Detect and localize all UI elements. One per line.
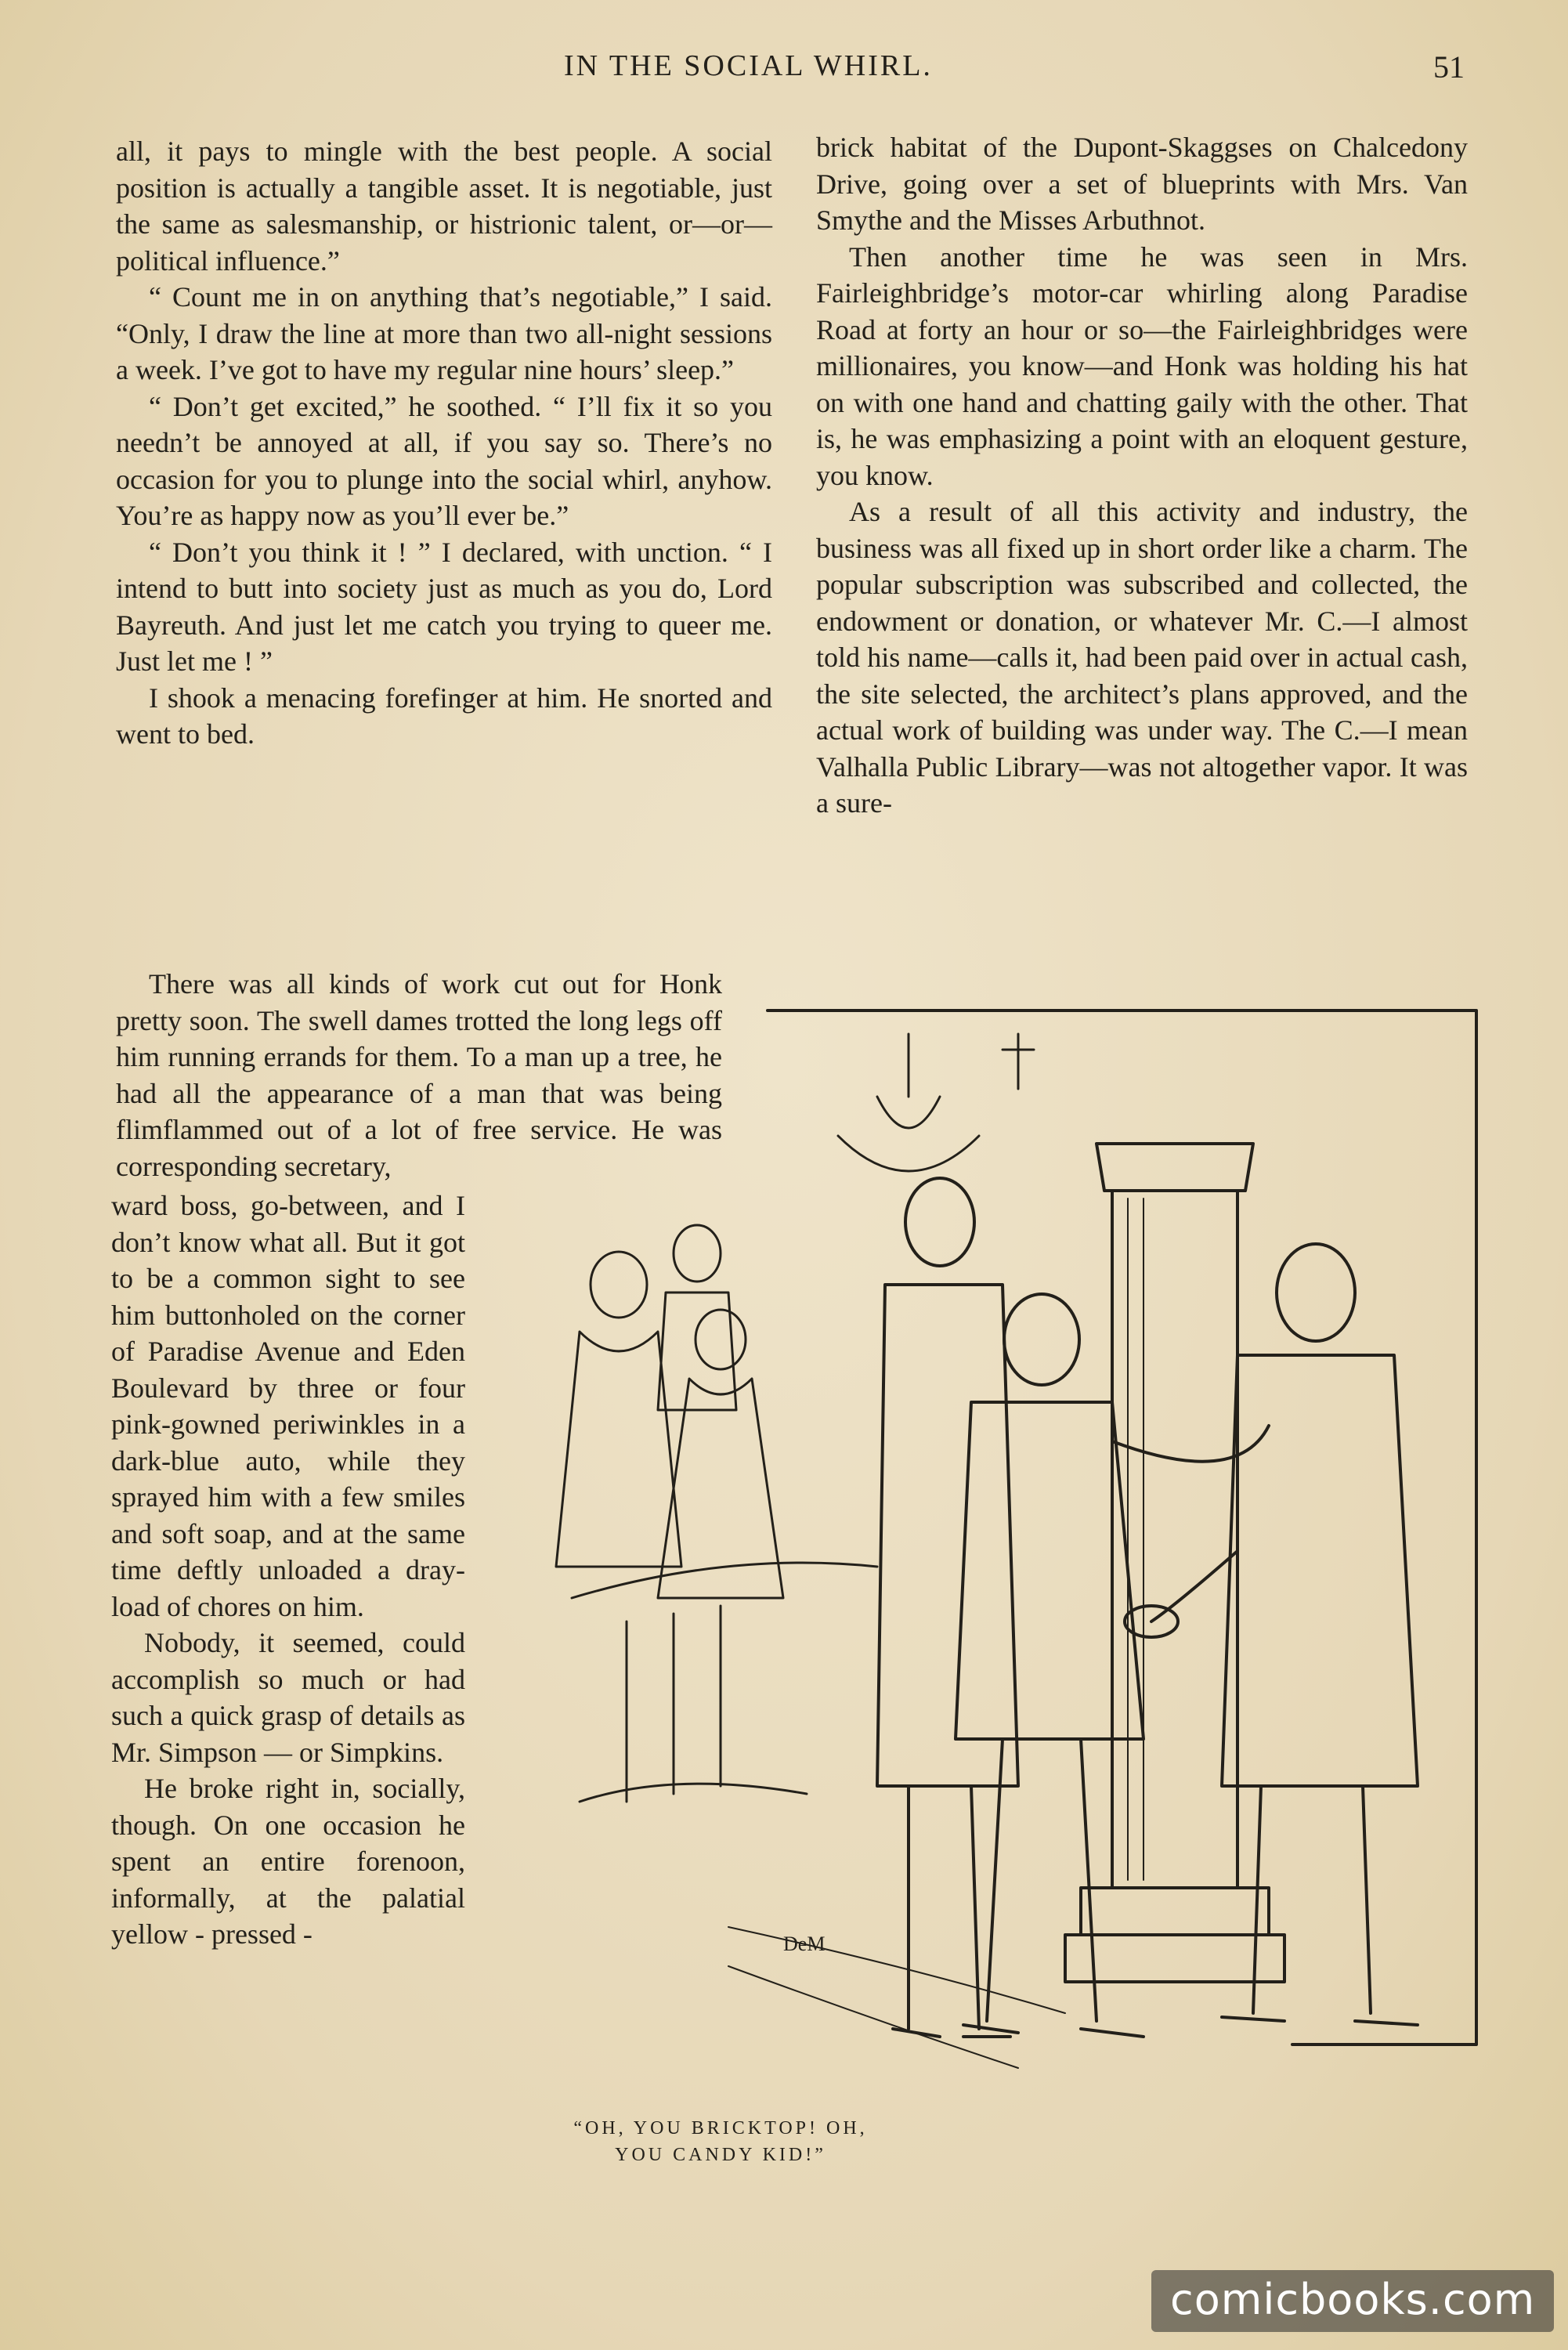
page-header	[0, 49, 1568, 96]
paragraph: “ Count me in on anything that’s negotiable,” I said. “Only, I draw the line at more than two all-night sessions a week. I’ve got to have my regular nine hours’ sleep.”	[116, 281, 772, 385]
running-head: IN THE SOCIAL WHIRL.	[564, 49, 933, 82]
page-number: 51	[1433, 49, 1465, 85]
caption-line: “OH, YOU BRICKTOP! OH,	[573, 2118, 868, 2138]
left-column-narrow	[111, 1188, 465, 1953]
chandelier-drawing	[838, 1034, 1034, 1171]
illustration	[470, 1003, 1480, 2092]
caption-line: YOU CANDY KID!”	[615, 2145, 826, 2165]
left-column-top	[116, 133, 772, 753]
paragraph: ward boss, go-between, and I don’t know what all. But it got to be a common sight to see him buttonholed on the corner of Paradise Avenue and Eden Boulevard by three or four pink-gowned periwinkles in a dark-blue auto, while they sprayed him with a few smiles and soft soap, and at the same time deftly unloaded a dray-load of chores on him.	[111, 1190, 465, 1622]
watermark-logo: comicbooks.com	[1151, 2270, 1554, 2332]
illustration-caption	[501, 2115, 940, 2168]
pillar-drawing	[1065, 1144, 1284, 1982]
paragraph: all, it pays to mingle with the best people. A social position is actually a tangible asset. It is negotiable, just the same as salesmanship, or histrionic talent, or—or—political influence.”	[116, 136, 772, 277]
paragraph: There was all kinds of work cut out for Honk pretty soon. The swell dames trotted the long legs off him running errands for them. To a man up a tree, he had all the appearance of a man that was being flimflammed out of a lot of free service. He was corresponding secretary,	[116, 968, 722, 1182]
paragraph: Then another time he was seen in Mrs. Fairleighbridge’s motor-car whirling along Paradise Road at forty an hour or so—the Fairleighbridges were millionaires, you know—and Honk was holding his hat on with one hand and chatting gaily with the other. That is, he was emphasizing a point with an eloquent gesture, you know.	[816, 240, 1468, 491]
artist-signature: DeM	[783, 1932, 826, 1955]
right-man-figure	[1151, 1244, 1418, 2025]
right-column	[816, 129, 1468, 822]
background-figures	[556, 1225, 783, 1598]
tall-man-figure	[877, 1178, 1018, 2037]
paragraph: He broke right in, socially, though. On one occasion he spent an entire forenoon, informally, at the palatial yellow - pressed -	[111, 1773, 465, 1950]
paragraph: “ Don’t you think it ! ” I declared, with unction. “ I intend to butt into society just as much as you do, Lord Bayreuth. And just let me catch you trying to queer me. Just let me ! ”	[116, 536, 772, 677]
paragraph: “ Don’t get excited,” he soothed. “ I’ll fix it so you needn’t be annoyed at all, if you say so. There’s no occasion for you to plunge into the social whirl, anyhow. You’re as happy now as you’ll ever be.”	[116, 390, 772, 531]
paragraph: I shook a menacing forefinger at him. He snorted and went to bed.	[116, 682, 772, 750]
paragraph: As a result of all this activity and industry, the business was all fixed up in short order like a charm. The popular subscription was subscribed and collected, the endowment or donation, or whatever Mr. C.—I almost told his name—calls it, had been paid over in actual cash, the site selected, the architect’s plans approved, and the actual work of building was under way. The C.—I mean Valhalla Public Library—was not altogether vapor. It was a sure-	[816, 496, 1468, 819]
floor-drawing	[728, 1927, 1065, 2068]
paragraph: brick habitat of the Dupont-Skaggses on Chalcedony Drive, going over a set of blueprints with Mrs. Van Smythe and the Misses Arbuthnot.	[816, 132, 1468, 236]
paragraph: Nobody, it seemed, could accomplish so much or had such a quick grasp of details as Mr. Simpson — or Simpkins.	[111, 1627, 465, 1768]
